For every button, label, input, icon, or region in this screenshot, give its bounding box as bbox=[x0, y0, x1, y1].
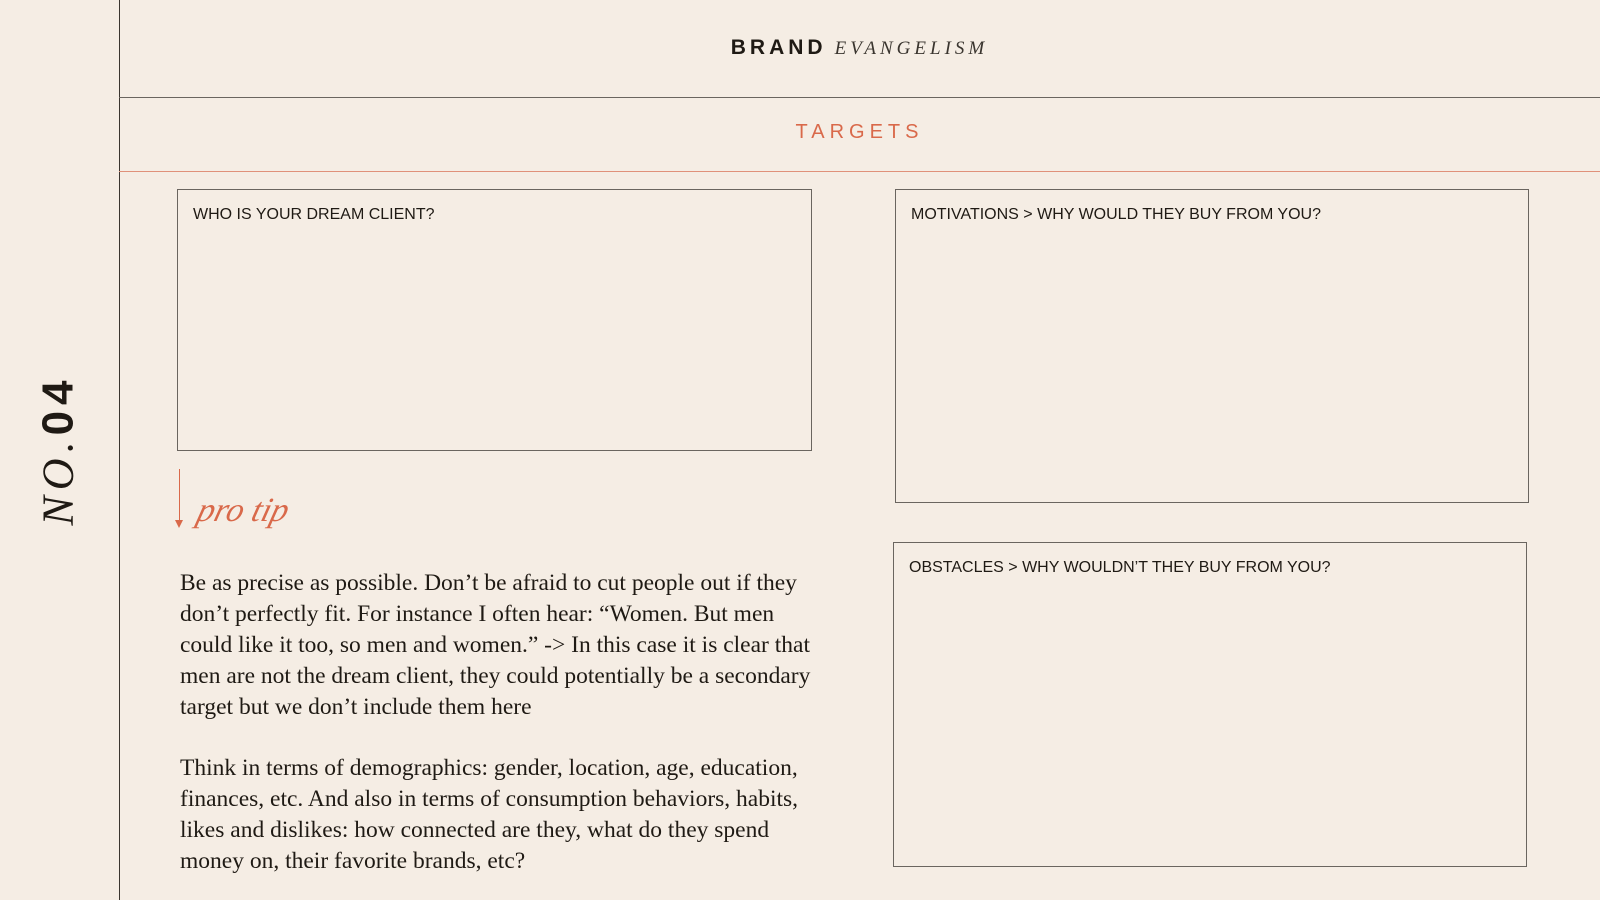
obstacles-box[interactable] bbox=[893, 542, 1527, 867]
page-number bbox=[33, 374, 84, 525]
brand-subtitle: EVANGELISM bbox=[834, 38, 989, 59]
box-label: OBSTACLES > WHY WOULDN’T THEY BUY FROM YOU? bbox=[909, 559, 1331, 576]
dream-client-box[interactable] bbox=[177, 189, 812, 451]
page-number-prefix: NO. bbox=[33, 435, 83, 526]
brand-title: BRAND bbox=[730, 36, 827, 59]
down-arrow-icon bbox=[179, 469, 180, 523]
pro-tip-label: pro tip bbox=[193, 492, 294, 529]
tip-paragraph: Think in terms of demographics: gender, location, age, education, finances, etc. And also in terms of consumption behaviors, habits, likes and dislikes: how connected are they, what do they spend money on, their favorite brands, etc? bbox=[180, 755, 799, 874]
page-header bbox=[119, 36, 1600, 60]
header-divider bbox=[119, 97, 1600, 98]
section-divider bbox=[119, 171, 1600, 172]
box-label: WHO IS YOUR DREAM CLIENT? bbox=[193, 206, 435, 223]
arrowhead-icon bbox=[175, 520, 183, 528]
box-label: MOTIVATIONS > WHY WOULD THEY BUY FROM YOU? bbox=[911, 206, 1321, 223]
section-title: TARGETS bbox=[795, 121, 924, 143]
motivations-box[interactable] bbox=[895, 189, 1529, 503]
page-number-value: 04 bbox=[33, 374, 83, 436]
tip-paragraph: Be as precise as possible. Don’t be afraid to cut people out if they don’t perfectly fit. For instance I often hear: “Women. But men could like it too, so men and women.” -> In this case it is clear that men are not the dream client, they could potentially be a secondary target but we don’t include them here bbox=[180, 570, 811, 720]
